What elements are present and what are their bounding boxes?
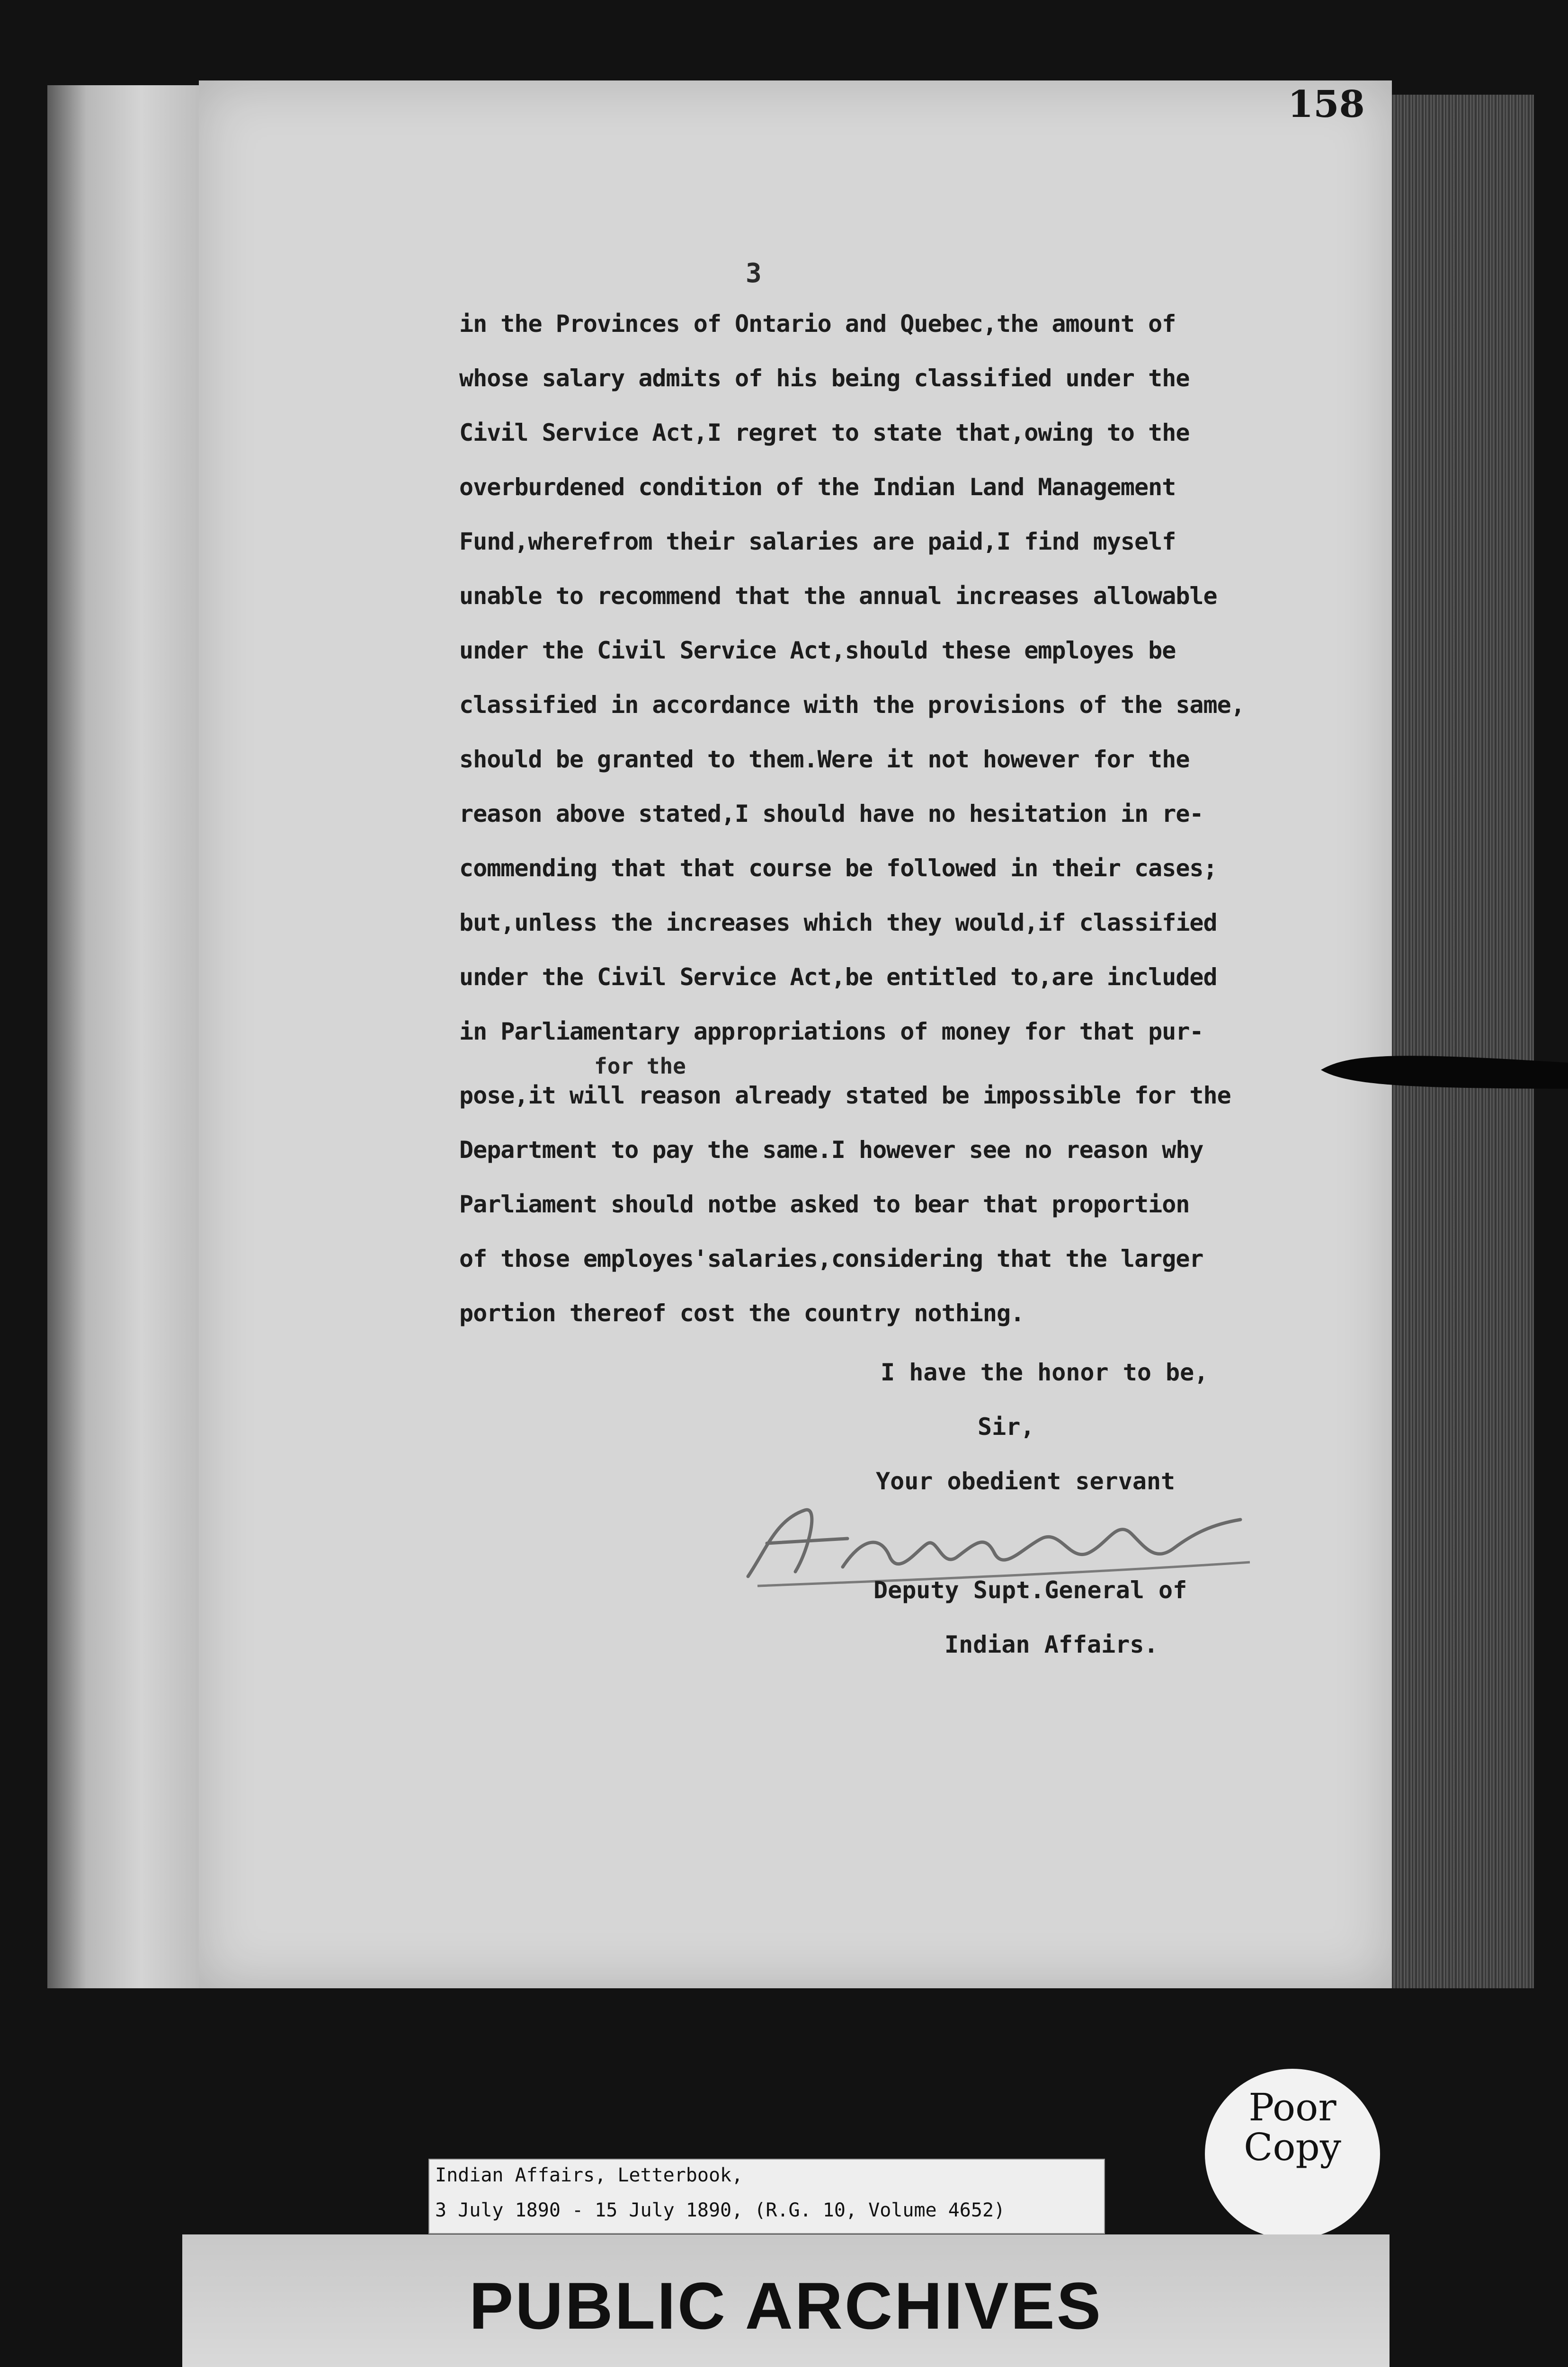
body-line: but,unless the increases which they would,if classified bbox=[459, 909, 1217, 936]
body-line: whose salary admits of his being classified under the bbox=[459, 365, 1190, 392]
left-page-strip bbox=[47, 85, 204, 1988]
stamp-line-copy: Copy bbox=[1244, 2125, 1341, 2169]
signatory-title: Deputy Supt.General of bbox=[873, 1576, 1187, 1604]
handwritten-insertion: for the bbox=[594, 1053, 686, 1079]
caption-source: Indian Affairs, Letterbook, bbox=[435, 2164, 743, 2186]
caption-date-range: 3 July 1890 - 15 July 1890, (R.G. 10, Volume 4652) bbox=[435, 2199, 1006, 2221]
body-line: overburdened condition of the Indian Land Management bbox=[459, 473, 1176, 501]
public-archives-banner bbox=[182, 2234, 1390, 2367]
signatory-department: Indian Affairs. bbox=[944, 1631, 1158, 1658]
body-line: Fund,wherefrom their salaries are paid,I find myself bbox=[459, 528, 1176, 555]
body-line: Civil Service Act,I regret to state that,owing to the bbox=[459, 419, 1190, 446]
body-line: unable to recommend that the annual increases allowable bbox=[459, 582, 1217, 610]
page-indicator: 3 bbox=[746, 258, 762, 289]
page-stack-edges bbox=[1392, 95, 1534, 1988]
body-line: under the Civil Service Act,should these employes be bbox=[459, 637, 1176, 664]
body-line: should be granted to them.Were it not however for the bbox=[459, 746, 1190, 773]
archive-caption-label bbox=[428, 2159, 1105, 2234]
closing-line: Your obedient servant bbox=[876, 1468, 1176, 1495]
body-line: in Parliamentary appropriations of money for that pur- bbox=[459, 1018, 1203, 1045]
salutation-sir: Sir, bbox=[978, 1413, 1035, 1441]
folio-number: 158 bbox=[1288, 83, 1365, 126]
stamp-line-poor: Poor bbox=[1248, 2085, 1336, 2129]
body-line: of those employes'salaries,considering that the larger bbox=[459, 1245, 1203, 1272]
body-line: Department to pay the same.I however see no reason why bbox=[459, 1136, 1203, 1164]
closing-line: I have the honor to be, bbox=[881, 1359, 1209, 1386]
body-line: classified in accordance with the provisions of the same, bbox=[459, 691, 1245, 719]
pen-tip bbox=[1321, 1051, 1568, 1094]
body-line: under the Civil Service Act,be entitled to,are included bbox=[459, 963, 1217, 991]
body-line: Parliament should notbe asked to bear that proportion bbox=[459, 1191, 1190, 1218]
body-line: in the Provinces of Ontario and Quebec,the amount of bbox=[459, 310, 1176, 338]
body-line: pose,it will reason already stated be impossible for the bbox=[459, 1082, 1231, 1109]
poor-copy-stamp bbox=[1205, 2069, 1380, 2239]
banner-english: PUBLIC ARCHIVES bbox=[469, 2269, 1103, 2343]
body-line: portion thereof cost the country nothing. bbox=[459, 1299, 1025, 1327]
body-line: reason above stated,I should have no hesitation in re- bbox=[459, 800, 1203, 828]
body-line: commending that that course be followed in their cases; bbox=[459, 854, 1217, 882]
